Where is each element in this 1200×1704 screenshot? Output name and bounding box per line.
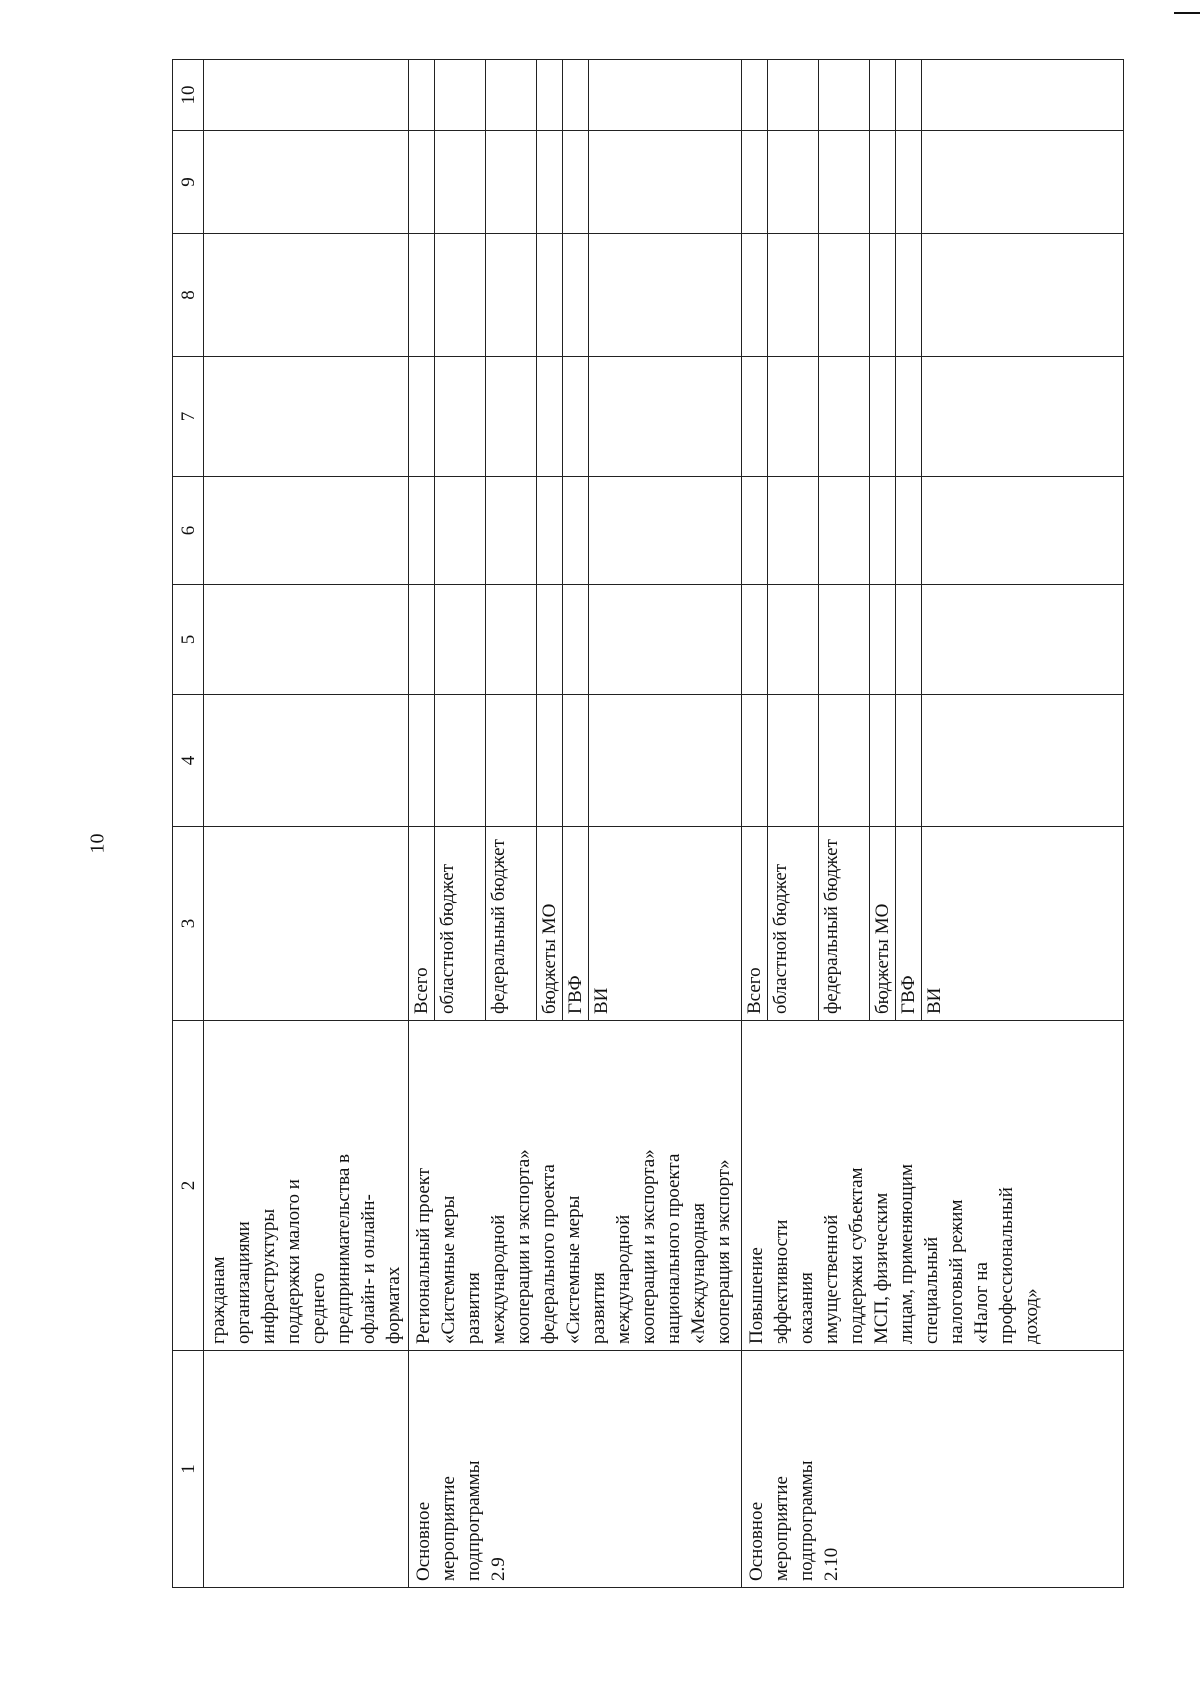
event-cell-empty [204,1351,409,1588]
value-cell-col-7 [742,357,1124,477]
description-line: национального проекта [663,1153,684,1344]
source-gvf: ГВФ [896,827,922,1020]
description-line: «Международная [688,1203,709,1344]
source-total: Всего [409,827,435,1020]
event-line: мероприятие [771,1476,792,1581]
source-regional-budget: областной бюджет [435,827,486,1020]
description-line: налоговый режим [946,1199,967,1344]
event-line: подпрограммы [796,1460,817,1581]
description-line: специальный [921,1236,942,1344]
financing-table [172,59,1124,1588]
event-line: мероприятие [438,1476,459,1581]
description-line: предпринимательства в [333,1153,354,1344]
value-cell-col-8 [409,234,742,357]
column-number-row [173,60,204,1588]
event-cell [409,1351,742,1588]
source-municipal-budgets: бюджеты МО [870,827,896,1020]
description-line: поддержки малого и [283,1179,304,1344]
event-line: подпрограммы [463,1460,484,1581]
description-line: организациями [233,1221,254,1344]
description-line: имущественной [821,1214,842,1344]
column-number: 3 [173,827,204,1021]
description-line: Региональный проект [413,1167,434,1344]
table-row-event-2-10 [742,60,1124,1588]
event-cell [742,1351,1124,1588]
column-number: 4 [173,695,204,827]
description-line: кооперация и экспорт» [713,1159,734,1344]
value-cell [204,357,409,477]
column-number: 7 [173,357,204,477]
value-cell [204,131,409,234]
value-cell-col-6 [409,477,742,585]
value-cell-col-4 [409,695,742,827]
description-cell [409,1021,742,1351]
description-cell [204,1021,409,1351]
value-cell [204,585,409,695]
column-number: 2 [173,1021,204,1351]
column-number: 1 [173,1351,204,1588]
description-line: доход» [1021,1288,1042,1344]
table-row-continuation [204,60,409,1588]
source-total: Всего [742,827,768,1020]
table-row-event-2-9 [409,60,742,1588]
description-line: МСП, физическим [871,1192,892,1344]
event-line: Основное [413,1501,434,1581]
event-line: Основное [746,1501,767,1581]
column-number: 8 [173,234,204,357]
description-line: форматах [383,1266,404,1344]
value-cell-col-7 [409,357,742,477]
source-cell-empty [204,827,409,1021]
description-line: Повышение [746,1247,767,1344]
source-cell [742,827,1124,1021]
description-line: профессиональный [996,1187,1017,1344]
source-vi: ВИ [591,987,612,1014]
value-cell [204,477,409,585]
value-cell-col-5 [409,585,742,695]
value-cell-col-4 [742,695,1124,827]
financing-table-rotated [172,60,1124,1588]
column-number: 10 [173,60,204,131]
description-line: лицам, применяющим [896,1164,917,1344]
description-line: среднего [308,1272,329,1344]
corner-mark [1174,12,1200,14]
description-line: развития [588,1272,609,1344]
description-line: международной [613,1214,634,1344]
description-line: «Системные меры [563,1195,584,1344]
value-cell-col-9 [742,131,1124,234]
description-cell [742,1021,1124,1351]
description-line: кооперации и экспорта» [638,1149,659,1344]
value-cell-col-8 [742,234,1124,357]
value-cell-col-10 [742,60,1124,131]
description-line: гражданам [208,1256,229,1344]
source-municipal-budgets: бюджеты МО [537,827,563,1020]
description-line: инфраструктуры [258,1208,279,1344]
source-federal-budget: федеральный бюджет [819,827,870,1020]
source-gvf: ГВФ [563,827,589,1020]
value-cell-col-10 [409,60,742,131]
description-line: эффективности [771,1219,792,1344]
source-federal-budget: федеральный бюджет [486,827,537,1020]
source-vi: ВИ [924,987,945,1014]
event-line: 2.9 [488,1557,509,1581]
column-number: 5 [173,585,204,695]
source-cell [409,827,742,1021]
description-line: федерального проекта [538,1164,559,1344]
description-line: офлайн- и онлайн- [358,1194,379,1344]
value-cell-col-9 [409,131,742,234]
description-line: кооперации и экспорта» [513,1149,534,1344]
value-cell [204,60,409,131]
column-number: 6 [173,477,204,585]
source-regional-budget: областной бюджет [768,827,819,1020]
description-line: развития [463,1272,484,1344]
page-number: 10 [86,833,109,854]
description-line: поддержки субъектам [846,1167,867,1344]
description-line: «Налог на [971,1262,992,1344]
column-number: 9 [173,131,204,234]
value-cell-col-6 [742,477,1124,585]
value-cell-col-5 [742,585,1124,695]
value-cell [204,234,409,357]
description-line: международной [488,1214,509,1344]
value-cell [204,695,409,827]
event-line: 2.10 [821,1547,842,1581]
description-line: «Системные меры [438,1195,459,1344]
description-line: оказания [796,1272,817,1344]
